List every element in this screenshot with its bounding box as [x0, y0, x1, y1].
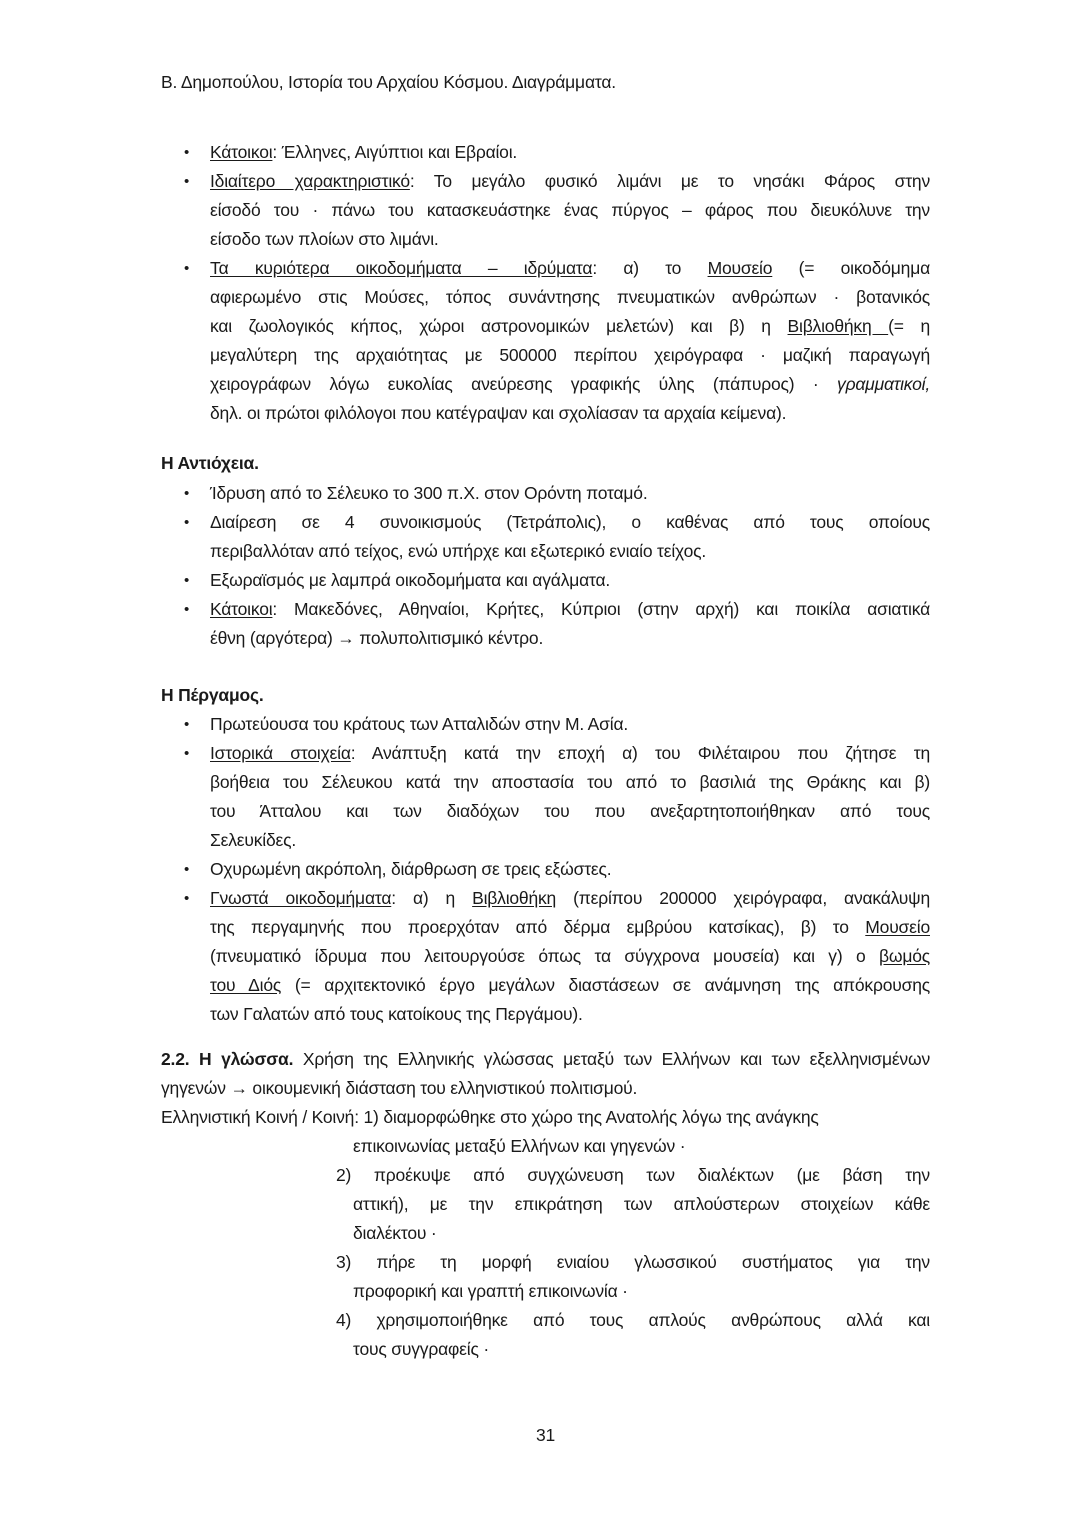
text-segment: περιβαλλόταν από τείχος, ενώ υπήρχε και εξωτερικό ενιαίο τείχος. [210, 541, 706, 561]
underlined-text: Ιστορικά στοιχεία [210, 743, 351, 763]
bullet-list-item [161, 884, 930, 1029]
text-line [210, 624, 930, 653]
text-segment: Εξωραϊσμός με λαμπρά οικοδομήματα και αγάλματα. [210, 570, 611, 590]
document-body [161, 138, 930, 1364]
bullet-list-item [161, 167, 930, 254]
underlined-text: Κάτοικοι [210, 142, 273, 162]
text-line [210, 768, 930, 797]
text-segment: : Έλληνες, Αιγύπτιοι και Εβραίοι. [272, 142, 518, 162]
text-segment: : α) το [592, 258, 708, 278]
text-line [210, 312, 930, 341]
text-line [210, 942, 930, 971]
text-line [161, 1074, 930, 1103]
text-line [210, 566, 930, 595]
text-segment: διαλέκτου · [353, 1223, 437, 1243]
text-line [161, 449, 930, 478]
text-line [210, 739, 930, 768]
text-segment: 4) χρησιμοποιήθηκε από τους απλούς ανθρώπους αλλά και [336, 1310, 930, 1330]
numbered-list-item [161, 1306, 930, 1364]
text-segment: : α) η [391, 888, 473, 908]
text-line [210, 138, 930, 167]
section-heading-antiochia [161, 449, 930, 478]
text-line [161, 1045, 930, 1074]
text-segment: μεγαλύτερη της αρχαιότητας με 500000 περίπου χειρόγραφα · μαζική παραγωγή [210, 345, 930, 365]
bullet-list-item [161, 595, 930, 653]
text-segment: Η Πέργαμος. [161, 685, 264, 705]
text-line [210, 399, 930, 428]
italic-text: γραμματικοί, [837, 374, 930, 394]
numbered-list-item [161, 1248, 930, 1306]
bullet-marker-icon: • [184, 745, 190, 762]
text-line [336, 1306, 930, 1335]
text-line [353, 1132, 930, 1161]
bullet-list-item [161, 566, 930, 595]
text-segment: έθνη (αργότερα) → πολυπολιτισμικό κέντρο. [210, 628, 544, 648]
text-segment: γηγενών → οικουμενική διάσταση του ελληνιστικού πολιτισμού. [161, 1078, 638, 1098]
underlined-text: Γνωστά οικοδομήματα [210, 888, 392, 908]
bullet-marker-icon: • [184, 601, 190, 618]
text-segment: της περγαμηνής που προερχόταν από δέρμα εμβρύου κατσίκας), β) το [210, 917, 866, 937]
bullet-list-item [161, 739, 930, 855]
text-line [210, 370, 930, 399]
text-line [210, 884, 930, 913]
text-segment: των Γαλατών από τους κατοίκους της Περγάμου). [210, 1004, 583, 1024]
text-segment: Ίδρυση από το Σέλευκο το 300 π.Χ. στον Ορόντη ποταμό. [210, 483, 648, 503]
bullet-list-alexandria [161, 138, 930, 428]
bullet-marker-icon: • [184, 890, 190, 907]
text-line [210, 254, 930, 283]
text-segment: τους συγγραφείς · [353, 1339, 489, 1359]
underlined-text: Μουσείο [707, 258, 773, 278]
text-line [210, 167, 930, 196]
bullet-list-item [161, 479, 930, 508]
text-line [353, 1219, 930, 1248]
paragraph-glossa [161, 1045, 930, 1103]
bullet-list-pergamos [161, 710, 930, 1029]
numbered-list-koine [161, 1161, 930, 1364]
numbered-list-item [161, 1161, 930, 1248]
bullet-list-antiochia [161, 479, 930, 653]
text-segment: αφιερωμένο στις Μούσες, τόπος συνάντησης πνευματικών ανθρώπων · βοτανικός [210, 287, 930, 307]
text-line [210, 479, 930, 508]
text-segment: βοήθεια του Σέλευκου κατά την αποστασία του από το βασιλιά της Θράκης και β) [210, 772, 930, 792]
underlined-text: Ιδιαίτερο χαρακτηριστικό [210, 171, 410, 191]
text-line [210, 341, 930, 370]
text-segment: : Ανάπτυξη κατά την εποχή α) του Φιλέταιρου που ζήτησε τη [350, 743, 930, 763]
text-line [336, 1248, 930, 1277]
text-line [210, 826, 930, 855]
text-line [210, 537, 930, 566]
underlined-text: Βιβλιοθήκη [787, 316, 889, 336]
bullet-marker-icon: • [184, 485, 190, 502]
text-line [161, 1103, 930, 1132]
underlined-text: του Διός [210, 975, 282, 995]
document-header: Β. Δημοπούλου, Ιστορία του Αρχαίου Κόσμου. Διαγράμματα. [161, 72, 616, 92]
text-segment: είσοδό του · πάνω του κατασκευάστηκε ένας πύργος – φάρος που διευκόλυνε την [210, 200, 930, 220]
text-line [336, 1161, 930, 1190]
paragraph-koine-lead [161, 1103, 930, 1161]
text-segment: δηλ. οι πρώτοι φιλόλογοι που κατέγραψαν και σχολίασαν τα αρχαία κείμενα). [210, 403, 787, 423]
text-line [210, 710, 930, 739]
bullet-list-item [161, 138, 930, 167]
underlined-text: Βιβλιοθήκη [472, 888, 557, 908]
text-segment: (περίπου 200000 χειρόγραφα, ανακάλυψη [556, 888, 930, 908]
text-segment: Η Αντιόχεια. [161, 453, 259, 473]
bullet-marker-icon: • [184, 514, 190, 531]
bullet-marker-icon: • [184, 173, 190, 190]
bold-text: 2.2. Η γλώσσα. [161, 1049, 294, 1069]
text-segment: 2) προέκυψε από συγχώνευση των διαλέκτων (με βάση την [336, 1165, 930, 1185]
text-line [210, 797, 930, 826]
text-line [353, 1335, 930, 1364]
bullet-list-item [161, 855, 930, 884]
page-number: 31 [535, 1425, 556, 1445]
text-line [210, 283, 930, 312]
text-line [210, 225, 930, 254]
text-line [210, 508, 930, 537]
text-segment: 3) πήρε τη μορφή ενιαίου γλωσσικού συστήματος για την [336, 1252, 930, 1272]
text-line [210, 595, 930, 624]
underlined-text: Κάτοικοι [210, 599, 273, 619]
text-line [161, 681, 930, 710]
text-segment: Διαίρεση σε 4 συνοικισμούς (Τετράπολις), ο καθένας από τους οποίους [210, 512, 930, 532]
text-segment: (= αρχιτεκτονικό έργο μεγάλων διαστάσεων σε ανάμνηση της απόκρουσης [281, 975, 930, 995]
text-segment: Ελληνιστική Κοινή / Κοινή: 1) διαμορφώθηκε στο χώρο της Ανατολής λόγω της ανάγκης [161, 1107, 819, 1127]
text-segment: χειρογράφων λόγω ευκολίας ανεύρεσης γραφικής ύλης (πάπυρος) · [210, 374, 838, 394]
text-segment: του Άτταλου και των διαδόχων του που ανεξαρτητοποιήθηκαν από τους [210, 801, 930, 821]
text-segment: είσοδο των πλοίων στο λιμάνι. [210, 229, 439, 249]
text-segment: (= οικοδόμημα [772, 258, 930, 278]
text-segment: (πνευματικό ίδρυμα που λειτουργούσε όπως τα σύγχρονα μουσεία) και γ) ο [210, 946, 880, 966]
bullet-marker-icon: • [184, 716, 190, 733]
text-line [353, 1190, 930, 1219]
bullet-marker-icon: • [184, 572, 190, 589]
text-segment: : Το μεγάλο φυσικό λιμάνι με το νησάκι Φάρος στην [409, 171, 930, 191]
text-segment: αττική), με την επικράτηση των απλούστερων στοιχείων κάθε [353, 1194, 930, 1214]
underlined-text: Μουσείο [865, 917, 930, 937]
bullet-list-item [161, 254, 930, 428]
text-segment: Χρήση της Ελληνικής γλώσσας μεταξύ των Ελλήνων και των εξελληνισμένων [293, 1049, 930, 1069]
bullet-marker-icon: • [184, 260, 190, 277]
bullet-list-item [161, 508, 930, 566]
bullet-marker-icon: • [184, 861, 190, 878]
text-segment: : Μακεδόνες, Αθηναίοι, Κρήτες, Κύπριοι (στην αρχή) και ποικίλα ασιατικά [272, 599, 930, 619]
text-segment: (= η [888, 316, 931, 336]
text-line [353, 1277, 930, 1306]
text-segment: Σελευκίδες. [210, 830, 297, 850]
text-segment: και ζωολογικός κήπος, χώροι αστρονομικών μελετών) και β) η [210, 316, 788, 336]
text-line [210, 196, 930, 225]
text-segment: επικοινωνίας μεταξύ Ελλήνων και γηγενών · [353, 1136, 686, 1156]
text-segment: προφορική και γραπτή επικοινωνία · [353, 1281, 628, 1301]
text-line [210, 1000, 930, 1029]
text-line [210, 855, 930, 884]
bullet-list-item [161, 710, 930, 739]
bullet-marker-icon: • [184, 144, 190, 161]
text-segment: Πρωτεύουσα του κράτους των Ατταλιδών στην Μ. Ασία. [210, 714, 629, 734]
text-segment: Οχυρωμένη ακρόπολη, διάρθρωση σε τρεις εξώστες. [210, 859, 612, 879]
section-heading-pergamos [161, 681, 930, 710]
text-line [210, 913, 930, 942]
text-line [210, 971, 930, 1000]
underlined-text: Τα κυριότερα οικοδομήματα – ιδρύματα [210, 258, 593, 278]
underlined-text: βωμός [879, 946, 930, 966]
